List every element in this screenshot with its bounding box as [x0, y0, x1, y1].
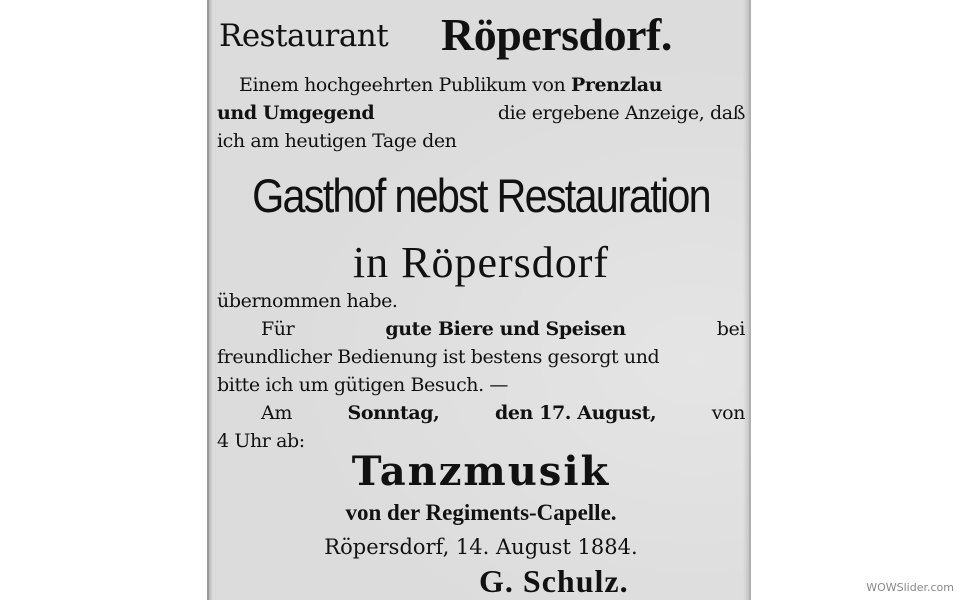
intro-line-1: Einem hochgeehrten Publikum von Prenzlau: [239, 74, 663, 96]
headline-gasthof: Gasthof nebst Restauration: [252, 169, 710, 222]
signature: G. Schulz.: [479, 563, 629, 599]
newspaper-clipping: [207, 0, 751, 600]
event-subtitle: von der Regiments-Capelle.: [345, 500, 617, 525]
event-line-2: 4 Uhr ab:: [217, 430, 305, 452]
dateline: Röpersdorf, 14. August 1884.: [324, 535, 638, 559]
intro-line-2: und Umgegend die ergebene Anzeige, daß: [217, 102, 745, 124]
taken-over-line: übernommen habe.: [217, 290, 398, 312]
event-line-1: Am Sonntag, den 17. August, von: [261, 402, 745, 424]
watermark: WOWSlider.com: [866, 581, 954, 594]
offer-line-1: Für gute Biere und Speisen bei: [261, 318, 745, 340]
headline-location: in Röpersdorf: [352, 238, 610, 287]
event-title: Tanzmusik: [351, 448, 611, 495]
offer-line-3: bitte ich um gütigen Besuch. —: [217, 374, 509, 396]
ad-header: [217, 8, 745, 68]
offer-line-2: freundlicher Bedienung ist bestens gesorgt und: [217, 346, 660, 368]
header-place: Röpersdorf.: [441, 9, 672, 60]
header-restaurant: Restaurant: [219, 18, 389, 54]
intro-line-3: ich am heutigen Tage den: [217, 130, 457, 152]
